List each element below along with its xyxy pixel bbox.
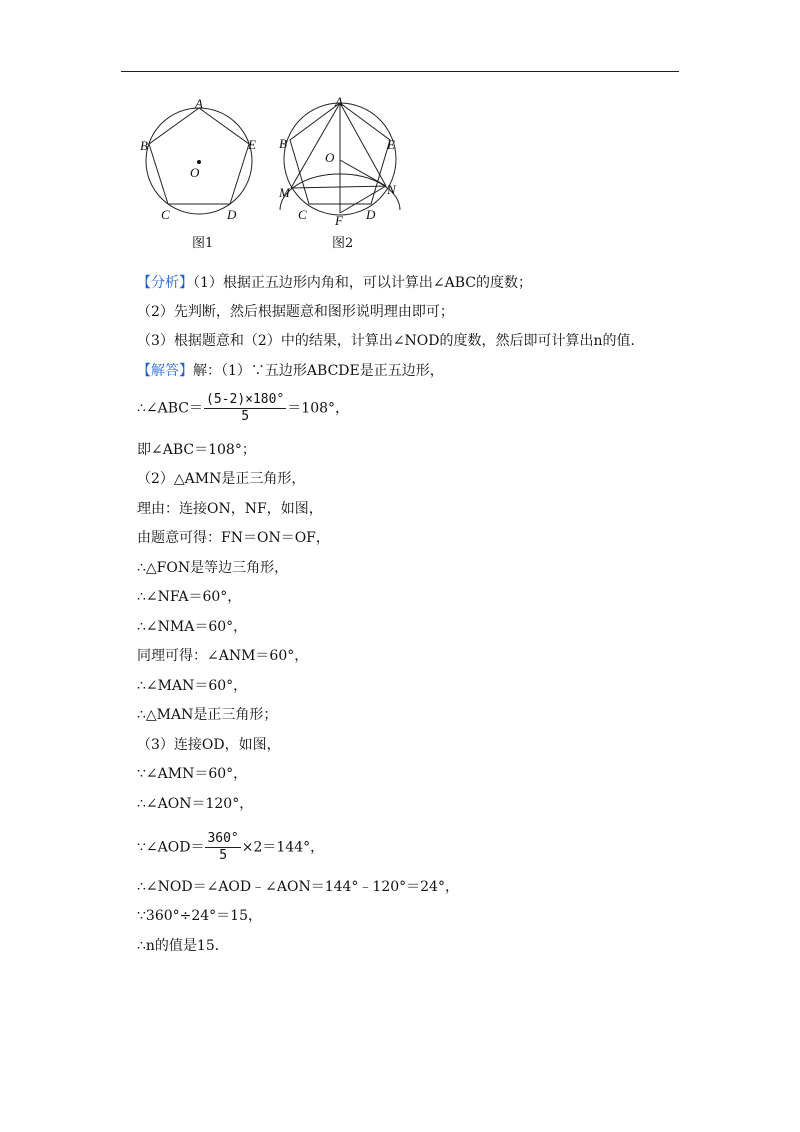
fig1-label-c: C — [161, 207, 170, 222]
fig1-label-a: A — [195, 96, 203, 111]
fig1-label-e: E — [248, 137, 256, 152]
fraction-abc — [204, 392, 286, 425]
solution-line-13: （3）连接OD，如图， — [137, 737, 281, 753]
fraction-aod-denominator: 5 — [219, 848, 228, 863]
analysis-line-3: （3）根据题意和（2）中的结果，计算出∠NOD的度数，然后即可计算出n的值． — [137, 333, 645, 349]
fig2-label-a: A — [335, 94, 343, 109]
fig1-center-point — [197, 160, 201, 164]
solution-line-12: ∴△MAN是正三角形； — [137, 707, 278, 723]
analysis-line-2: （2）先判断，然后根据题意和图形说明理由即可； — [137, 304, 454, 320]
s2-suffix: ＝108°， — [287, 400, 350, 417]
fraction-aod-numerator: 360° — [207, 831, 239, 846]
solution-line-5: 理由：连接ON，NF，如图， — [137, 501, 323, 517]
geometry-figures — [130, 92, 410, 260]
solution-line-9: ∴∠NMA＝60°， — [137, 619, 248, 635]
fig2-label-f: F — [335, 213, 343, 228]
figures-area — [130, 92, 410, 260]
fig2-label-d: D — [366, 207, 376, 222]
fig1-label-b: B — [140, 138, 148, 153]
solution-line-16 — [137, 831, 324, 864]
solution-line-14: ∵∠AMN＝60°， — [137, 766, 248, 782]
fraction-aod — [205, 831, 240, 864]
figure-1 — [140, 96, 256, 251]
solution-line-4: （2）△AMN是正三角形， — [137, 471, 306, 487]
fig2-label-m: M — [279, 185, 290, 200]
fig2-label-b: B — [279, 136, 287, 151]
fig2-label-n: N — [387, 182, 396, 197]
solution-line-7: ∴△FON是等边三角形， — [137, 560, 289, 576]
solution-text-1: 解：（1）∵五边形ABCDE是正五边形， — [193, 363, 444, 379]
header-rule — [121, 71, 679, 72]
solution-line-3: 即∠ABC＝108°； — [137, 442, 256, 458]
fig2-line-mn — [291, 186, 386, 188]
fig1-label-d: D — [227, 207, 237, 222]
solution-line-18: ∵360°÷24°＝15， — [137, 908, 262, 924]
fig2-label-o: O — [325, 150, 335, 165]
analysis-text-1: （1）根据正五边形内角和，可以计算出∠ABC的度数； — [193, 275, 533, 291]
solution-line-19: ∴n的值是15． — [137, 938, 229, 954]
solution-line-15: ∴∠AON＝120°， — [137, 796, 254, 812]
solution-tag: 【解答】 — [137, 363, 193, 379]
fig1-caption: 图1 — [192, 236, 214, 251]
analysis-line-1 — [137, 274, 532, 292]
s16-prefix: ∵∠AOD＝ — [137, 839, 205, 856]
figure-2 — [278, 94, 400, 251]
solution-line-11: ∴∠MAN＝60°， — [137, 678, 248, 694]
solution-line-2 — [137, 392, 349, 425]
solution-line-10: 同理可得：∠ANM＝60°， — [137, 648, 309, 664]
s16-suffix: ×2＝144°， — [241, 839, 325, 856]
fig2-label-e: E — [387, 137, 395, 152]
solution-line-8: ∴∠NFA＝60°， — [137, 589, 242, 605]
s2-prefix: ∴∠ABC＝ — [137, 400, 204, 417]
fraction-abc-denominator: 5 — [241, 409, 250, 424]
fig1-pentagon — [149, 108, 249, 204]
fraction-abc-numerator: (5-2)×180° — [206, 392, 285, 407]
solution-line-17: ∴∠NOD＝∠AOD﹣∠AON＝144°﹣120°＝24°， — [137, 879, 459, 895]
fig2-line-am — [291, 103, 340, 188]
solution-line-1 — [137, 362, 444, 380]
solution-line-6: 由题意可得：FN＝ON＝OF， — [137, 530, 330, 546]
fig2-caption: 图2 — [332, 236, 354, 251]
fig2-label-c: C — [298, 207, 307, 222]
analysis-tag: 【分析】 — [137, 275, 193, 291]
fig1-label-o: O — [190, 165, 200, 180]
